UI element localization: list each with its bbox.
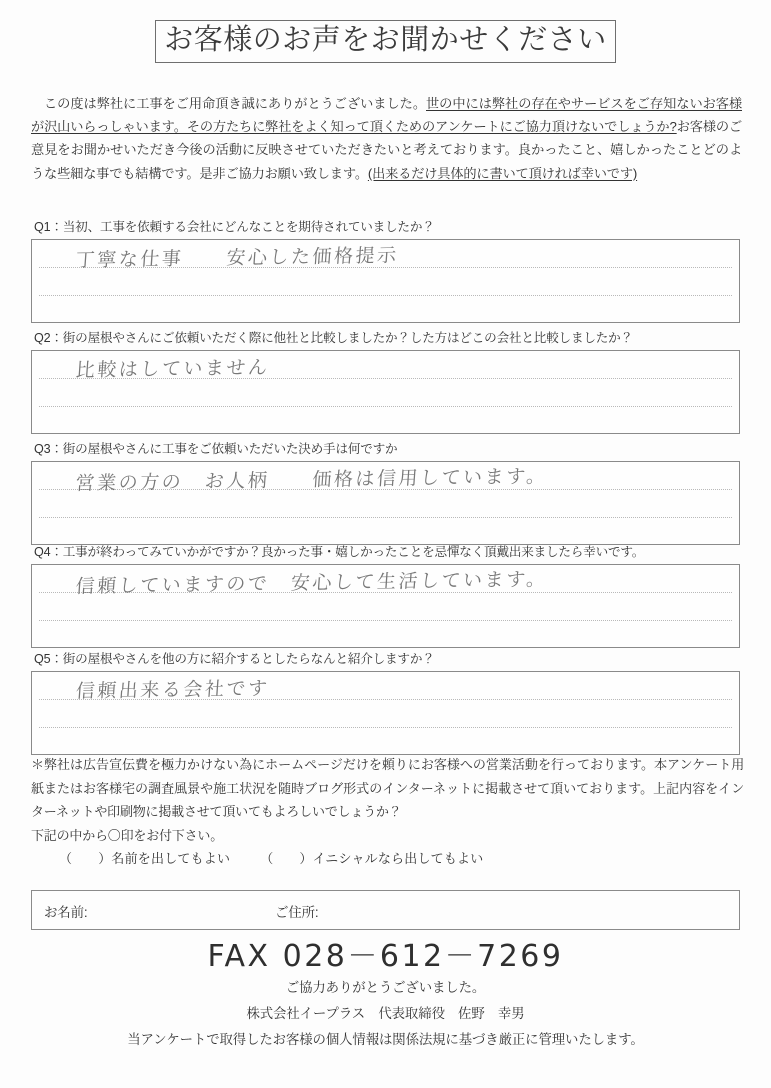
rule-line: [39, 620, 732, 621]
name-address-box[interactable]: [31, 890, 740, 930]
question-label-q3: Q3：街の屋根やさんに工事をご依頼いただいた決め手は何ですか: [34, 442, 398, 456]
answer-box-q4[interactable]: [31, 564, 740, 648]
closing-section: [0, 975, 771, 1053]
intro-part1: この度は弊社に工事をご用命頂き誠にありがとうございました。: [44, 96, 426, 111]
question-block-q5: [31, 648, 740, 755]
question-block-q2: [31, 327, 740, 434]
intro-paragraph: [31, 92, 742, 185]
rule-line: [39, 592, 732, 593]
question-block-q1: [31, 216, 740, 323]
handwritten-answer-q5: 信頼出来る会社です: [74, 677, 271, 703]
handwritten-answer-q1-container: [32, 240, 739, 322]
notice-line-2: 下記の中から〇印をお付下さい。: [31, 827, 224, 843]
rule-line: [39, 727, 732, 728]
rule-line: [39, 295, 732, 296]
fax-number: FAX 028－612－7269: [207, 939, 564, 974]
rule-line: [39, 378, 732, 379]
notice-line-1: ＊弊社は広告宣伝費を極力かけない為にホームページだけを頼りにお客様への営業活動を行っております。本アンケート用紙またはお客様宅の調査風景や施工状況を随時ブログ形式のインターネットに掲載させて頂いております。上記内容をインターネットや印刷物に掲載させて頂いてもよろしいでしょうか？: [31, 757, 744, 819]
checkbox-initial-label[interactable]: ）イニシャルなら出してもよい: [299, 851, 484, 866]
answer-box-q2[interactable]: [31, 350, 740, 434]
notice-section: [31, 753, 744, 871]
notice-choices: [31, 847, 744, 871]
handwritten-answer-q3-container: [32, 462, 739, 544]
rule-line: [39, 267, 732, 268]
handwritten-answer-q5-container: [32, 672, 739, 754]
question-label-q1: Q1：当初、工事を依頼する会社にどんなことを期待されていましたか？: [34, 220, 435, 234]
rule-line: [39, 406, 732, 407]
closing-thanks: ご協力ありがとうございました。: [285, 980, 486, 995]
checkbox-name-open[interactable]: （: [59, 851, 73, 866]
question-label-q5: Q5：街の屋根やさんを他の方に紹介するとしたらなんと紹介しますか？: [34, 652, 435, 666]
handwritten-answer-q2-container: [32, 351, 739, 433]
handwritten-answer-q3: 営業の方の お人柄 価格は信用しています。: [74, 465, 549, 495]
rule-line: [39, 489, 732, 490]
answer-box-q3[interactable]: [31, 461, 740, 545]
page-title: お客様のお声をお聞かせください: [155, 20, 616, 63]
handwritten-answer-q4: 信頼していますので 安心して生活しています。: [74, 568, 549, 598]
question-label-q2: Q2：街の屋根やさんにご依頼いただく際に他社と比較しましたか？した方はどこの会社と比較しましたか？: [34, 331, 633, 345]
closing-company: 株式会社イープラス 代表取締役 佐野 幸男: [246, 1006, 525, 1021]
question-block-q3: [31, 438, 740, 545]
answer-box-q5[interactable]: [31, 671, 740, 755]
address-field-label: ご住所:: [275, 905, 319, 920]
handwritten-answer-q2: 比較はしていません: [74, 356, 271, 382]
intro-part3: お客様のご意見をお聞かせいただき今後の活動に反映させていただきたいと考えております。良かったこと、嬉しかったことどのような些細な事でも結構です。是非ご協力お願い致します。: [31, 119, 743, 181]
checkbox-name-label[interactable]: ）名前を出してもよい: [98, 851, 231, 866]
question-label-q4: Q4：工事が終わってみていかがですか？良かった事・嬉しかったことを忌憚なく頂戴出来ましたら幸いです。: [34, 545, 645, 559]
handwritten-answer-q4-container: [32, 565, 739, 647]
answer-box-q1[interactable]: [31, 239, 740, 323]
intro-part2-underlined: 世の中には弊社の存在やサービスをご存知ないお客様が沢山いらっしゃいます。その方たちに弊社をよく知って頂くためのアンケートにご協力頂けないでしょうか?: [31, 96, 742, 135]
handwritten-answer-q1: 丁寧な仕事 安心した価格提示: [74, 244, 400, 272]
name-field-label: お名前:: [44, 905, 88, 920]
rule-line: [39, 699, 732, 700]
question-block-q4: [31, 541, 740, 648]
checkbox-initial-open[interactable]: （: [260, 851, 274, 866]
page-title-container: [0, 20, 771, 63]
closing-privacy: 当アンケートで取得したお客様の個人情報は関係法規に基づき厳正に管理いたします。: [127, 1032, 644, 1047]
rule-line: [39, 517, 732, 518]
intro-part4-underlined: (出来るだけ具体的に書いて頂ければ幸いです): [367, 165, 638, 181]
